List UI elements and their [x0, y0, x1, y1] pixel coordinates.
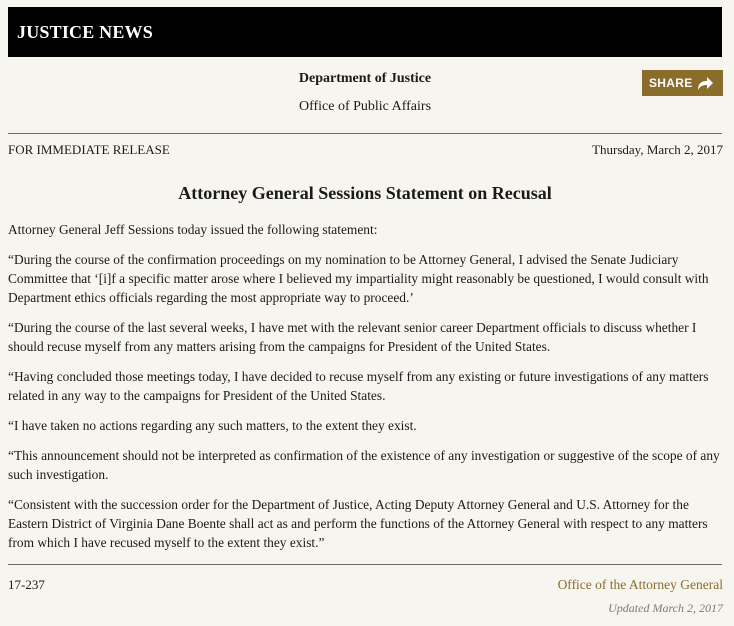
- article-paragraph: “I have taken no actions regarding any such matters, to the extent they exist.: [8, 418, 417, 433]
- article-title: Attorney General Sessions Statement on Recusal: [178, 183, 552, 203]
- justice-news-banner: [8, 7, 722, 57]
- bottom-divider: [8, 564, 722, 565]
- article-paragraph: “This announcement should not be interpreted as confirmation of the existence of any investigation or suggestive of the scope of any such investigation.: [8, 448, 720, 482]
- share-label: SHARE: [649, 76, 693, 90]
- article-paragraph: “During the course of the last several weeks, I have met with the relevant senior career Department officials to discuss whether I should recuse myself from any matters arising from the campaigns for President of the United States.: [8, 320, 697, 354]
- updated-date: Updated March 2, 2017: [608, 601, 723, 615]
- article-paragraph: “During the course of the confirmation proceedings on my nomination to be Attorney General, I advised the Senate Judiciary Committee that ‘[i]f a specific matter arose where I believed my impartiality might reasonably be questioned, I would consult with Department ethics officials regarding the most appropriate way to proceed.’: [8, 252, 709, 305]
- release-date: Thursday, March 2, 2017: [592, 142, 723, 157]
- office-name: Office of Public Affairs: [298, 99, 432, 114]
- release-label: FOR IMMEDIATE RELEASE: [8, 142, 170, 157]
- banner-title: JUSTICE NEWS: [17, 21, 153, 42]
- component-link[interactable]: Office of the Attorney General: [557, 577, 723, 592]
- department-name: Department of Justice: [298, 71, 432, 86]
- article-paragraph: Attorney General Jeff Sessions today issued the following statement:: [8, 222, 378, 237]
- article-paragraph: “Consistent with the succession order for the Department of Justice, Acting Deputy Attorney General and U.S. Attorney for the Eastern District of Virginia Dane Boente shall act as and perform the functions of the Attorney General with respect to any matters from which I have recused myself to the extent they exist.”: [8, 497, 708, 550]
- top-divider: [8, 133, 722, 134]
- release-number: 17-237: [8, 577, 45, 592]
- article-paragraph: “Having concluded those meetings today, I have decided to recuse myself from any existing or future investigations of any matters related in any way to the campaigns for President of the United States.: [8, 369, 709, 403]
- share-arrow-icon: [696, 75, 714, 91]
- share-button[interactable]: [642, 70, 723, 96]
